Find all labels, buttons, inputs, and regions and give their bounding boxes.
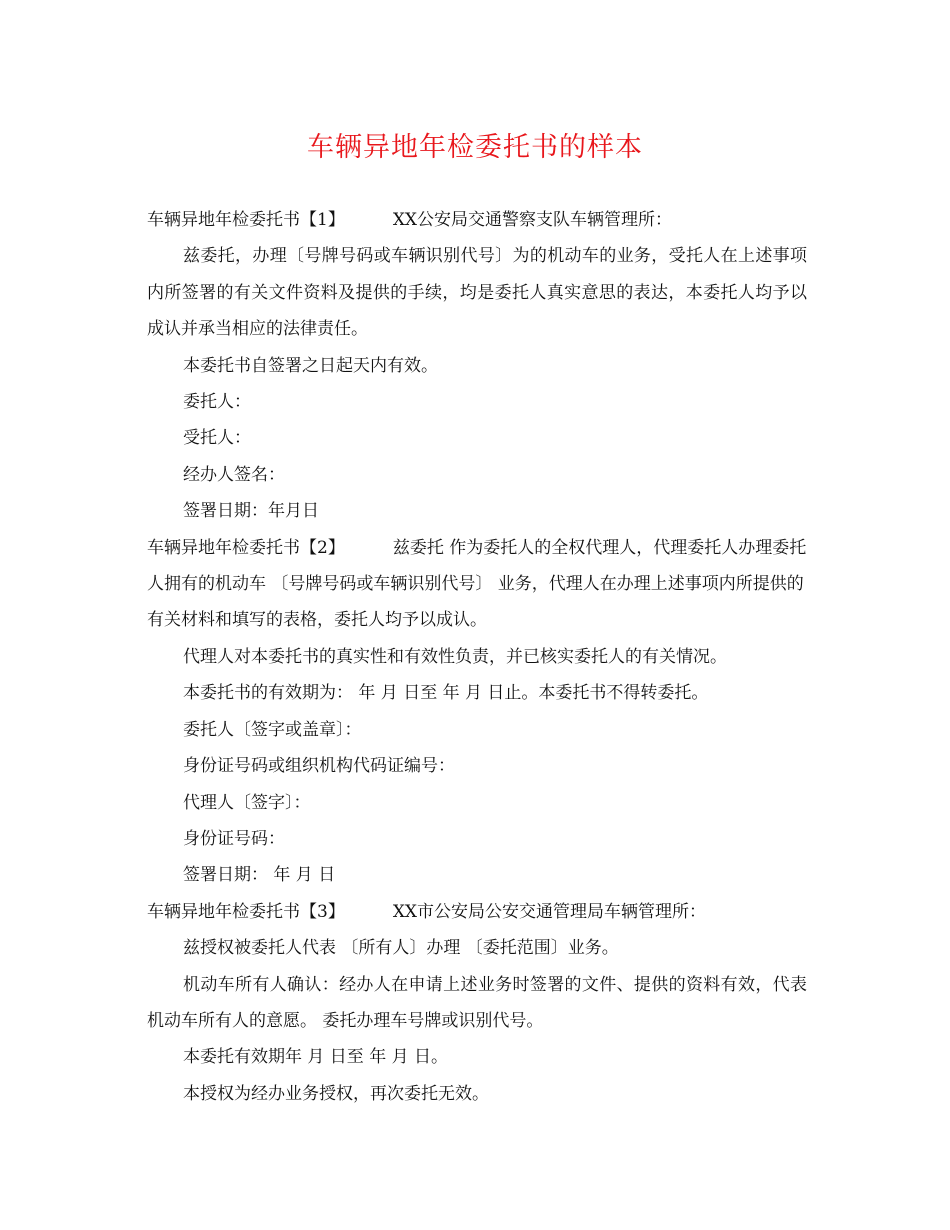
- section-2-lead: 兹委托 作为委托人的全权代理人，代理委托人办理委托人拥有的机动车 〔号牌号码或车辆识别代号〕 业务，代理人在办理上述事项内所提供的有关材料和填写的表格，委托人均予以成认。: [147, 537, 807, 631]
- section-1-delegator-line: 委托人：: [183, 392, 251, 413]
- document-body: [147, 202, 807, 1112]
- section-3-paragraph: 兹授权被委托人代表 〔所有人〕办理 〔委托范围〕业务。: [183, 938, 619, 959]
- section-1-date-line: 签署日期：年月日: [183, 501, 319, 522]
- section-3-paragraph: 本委托有效期年 月 日至 年 月 日。: [183, 1047, 449, 1068]
- section-1-trustee-line: 受托人：: [183, 428, 251, 449]
- section-1-paragraph: 本委托书自签署之日起天内有效。: [183, 355, 438, 376]
- section-2-paragraph: 本委托书的有效期为： 年 月 日至 年 月 日止。本委托书不得转委托。: [183, 683, 709, 704]
- section-2-id-number-line: 身份证号码：: [183, 828, 285, 849]
- section-1-paragraph: 兹委托，办理〔号牌号码或车辆识别代号〕为的机动车的业务，受托人在上述事项内所签署的有关文件资料及提供的手续，均是委托人真实意思的表达，本委托人均予以成认并承当相应的法律责任。: [147, 246, 807, 340]
- section-3-header: [147, 894, 807, 930]
- document-title: 车辆异地年检委托书的样本: [307, 132, 643, 163]
- section-2-delegator-line: 委托人〔签字或盖章〕：: [183, 719, 362, 740]
- section-1-addressee: XX公安局交通警察支队车辆管理所：: [392, 210, 673, 230]
- section-1-handler-signature-line: 经办人签名：: [183, 464, 285, 485]
- section-3-addressee: XX市公安局公安交通管理局车辆管理所：: [392, 901, 707, 922]
- section-3-heading: 车辆异地年检委托书【3】: [147, 901, 345, 922]
- section-2-date-line: 签署日期： 年 月 日: [183, 865, 336, 886]
- section-1-header: [147, 202, 807, 238]
- section-2-paragraph: 代理人对本委托书的真实性和有效性负责，并已核实委托人的有关情况。: [183, 646, 727, 667]
- section-2-header: [147, 530, 807, 639]
- section-2-agent-line: 代理人〔签字〕：: [183, 792, 311, 813]
- section-2-id-code-line: 身份证号码或组织机构代码证编号：: [183, 756, 455, 777]
- section-1-heading: 车辆异地年检委托书【1】: [147, 210, 345, 230]
- section-2-heading: 车辆异地年检委托书【2】: [147, 537, 345, 558]
- section-3-paragraph: 机动车所有人确认：经办人在申请上述业务时签署的文件、提供的资料有效，代表机动车所有人的意愿。 委托办理车号牌或识别代号。: [147, 974, 807, 1031]
- section-3-paragraph: 本授权为经办业务授权，再次委托无效。: [183, 1083, 489, 1104]
